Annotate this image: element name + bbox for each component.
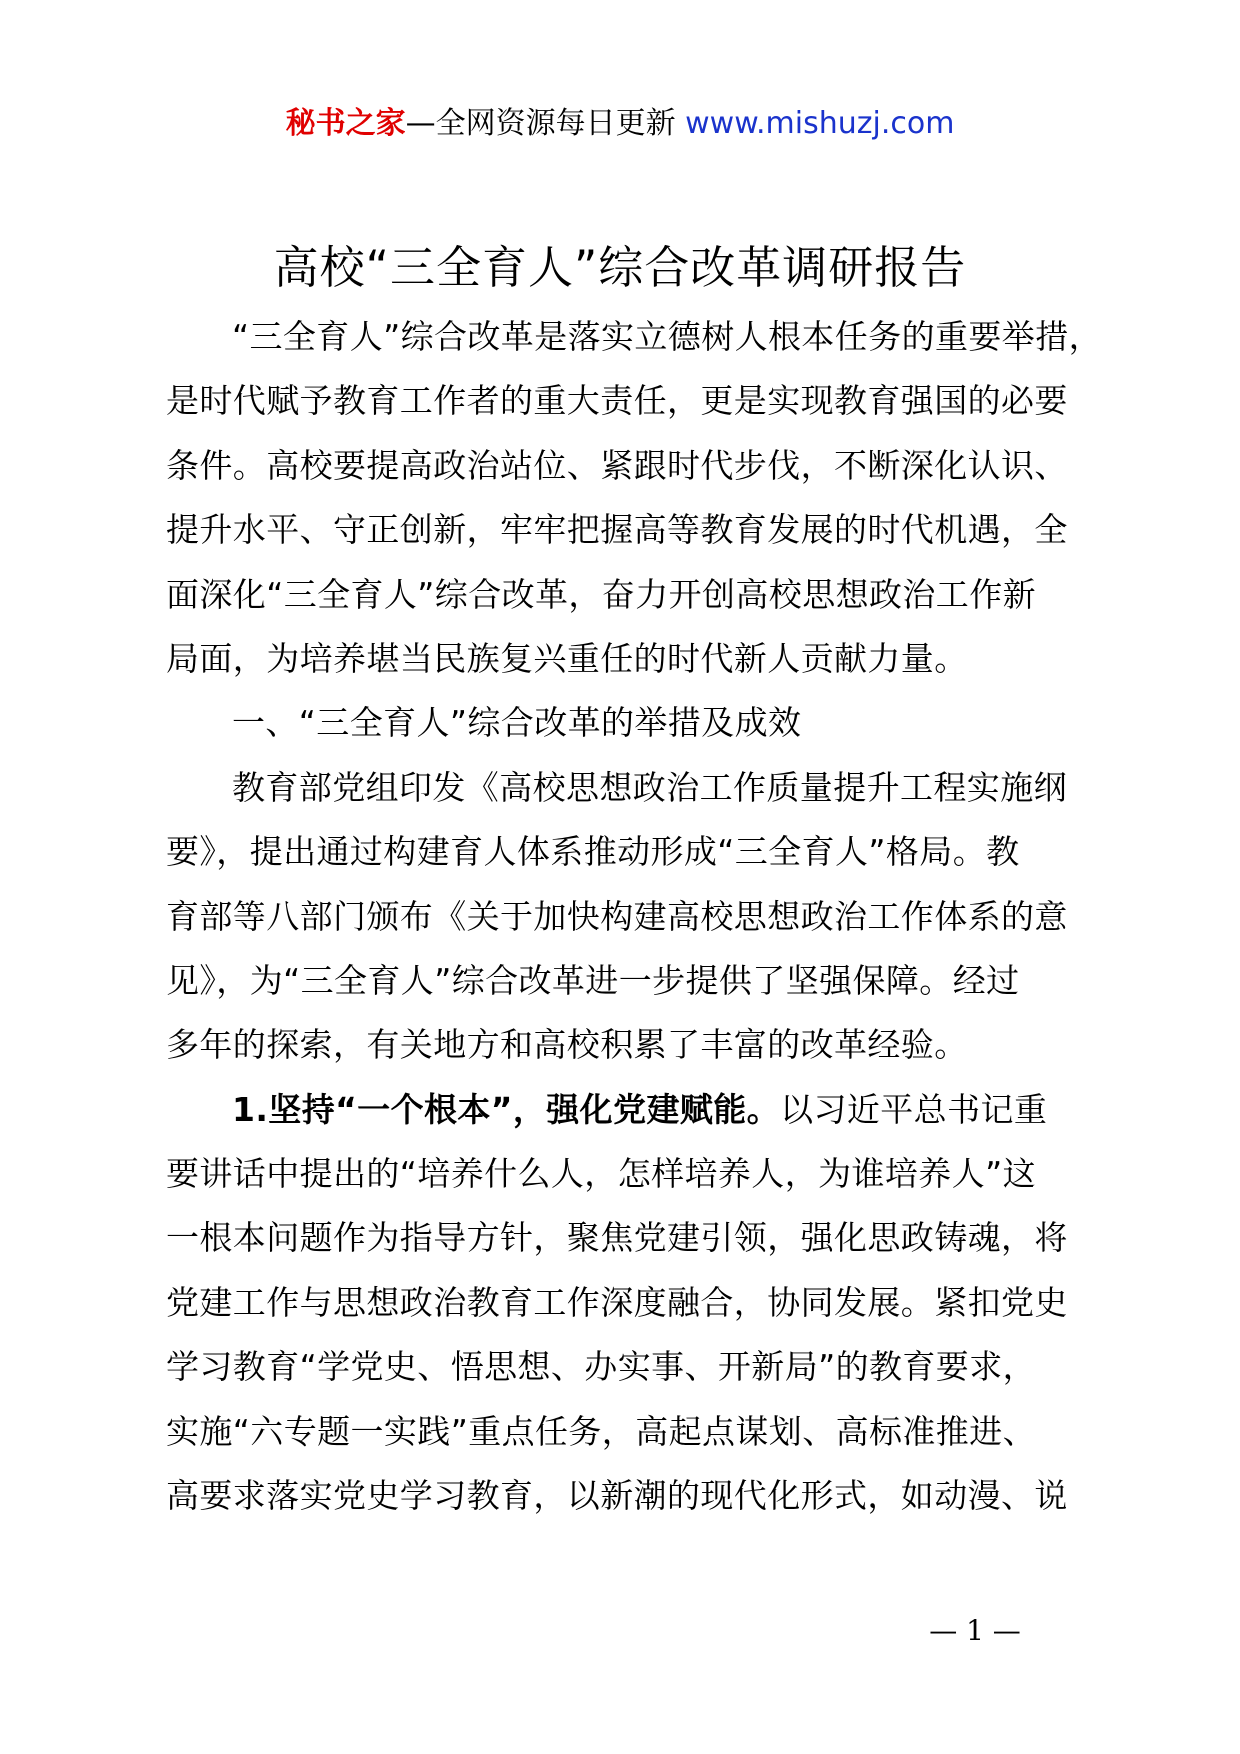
subheading-bold: 1.坚持“一个根本”，强化党建赋能。 <box>232 1089 781 1129</box>
paragraph-line: 一根本问题作为指导方针，聚焦党建引领，强化思政铸魂，将 <box>166 1218 1068 1258</box>
paragraph-line: 学习教育“学党史、悟思想、办实事、开新局”的教育要求， <box>166 1347 1036 1387</box>
paragraph-line: 局面，为培养堪当民族复兴重任的时代新人贡献力量。 <box>166 638 968 678</box>
document-body <box>166 305 1102 1528</box>
paragraph-line: 提升水平、守正创新，牢牢把握高等教育发展的时代机遇，全 <box>166 510 1068 550</box>
paragraph-line: 多年的探索，有关地方和高校积累了丰富的改革经验。 <box>166 1025 968 1065</box>
subheading-text: 以习近平总书记重 <box>780 1089 1048 1129</box>
header-tagline: —全网资源每日更新 <box>405 106 676 141</box>
page-number: — 1 — <box>929 1614 1021 1647</box>
paragraph-line: 条件。高校要提高政治站位、紧跟时代步伐，不断深化认识、 <box>166 445 1068 485</box>
paragraph-line: 要》，提出通过构建育人体系推动形成“三全育人”格局。教 <box>166 832 1020 872</box>
paragraph-line: 见》，为“三全育人”综合改革进一步提供了坚强保障。经过 <box>166 960 1020 1000</box>
paragraph-line: 高要求落实党史学习教育，以新潮的现代化形式，如动漫、说 <box>166 1476 1068 1516</box>
paragraph-line: 要讲话中提出的“培养什么人，怎样培养人，为谁培养人”这 <box>166 1154 1036 1194</box>
paragraph-line: “三全育人”综合改革是落实立德树人根本任务的重要举措， <box>232 317 1102 356</box>
paragraph-line: 是时代赋予教育工作者的重大责任，更是实现教育强国的必要 <box>166 381 1068 421</box>
subheading-line <box>166 1078 1086 1142</box>
paragraph-line: 育部等八部门颁布《关于加快构建高校思想政治工作体系的意 <box>166 896 1068 936</box>
section-heading: 一、“三全育人”综合改革的举措及成效 <box>232 703 802 743</box>
paragraph-line: 教育部党组印发《高校思想政治工作质量提升工程实施纲 <box>232 767 1067 807</box>
paragraph-line: 党建工作与思想政治教育工作深度融合，协同发展。紧扣党史 <box>166 1282 1068 1322</box>
paragraph-line: 面深化“三全育人”综合改革，奋力开创高校思想政治工作新 <box>166 574 1036 614</box>
site-url[interactable]: www.mishuzj.com <box>685 106 955 141</box>
paragraph-line: 实施“六专题一实践”重点任务，高起点谋划、高标准推进、 <box>166 1411 1036 1451</box>
site-header <box>0 104 1240 144</box>
document-title: 高校“三全育人”综合改革调研报告 <box>273 241 967 294</box>
brand-name: 秘书之家 <box>285 106 406 141</box>
